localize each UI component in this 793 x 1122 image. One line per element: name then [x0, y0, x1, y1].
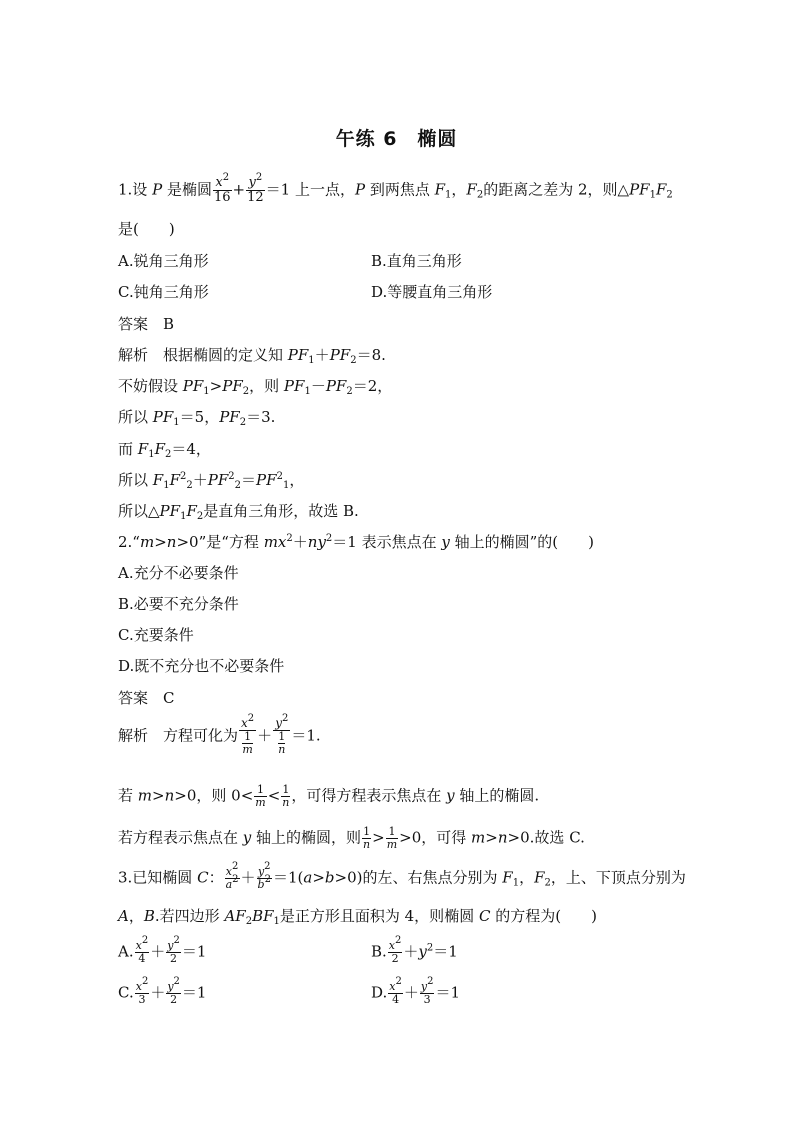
q3-stem-cont: A，B.若四边形 $AF_2BF_1$是正方形且面积为 4，则椭圆 C 的方程为( )	[118, 907, 597, 927]
q3-option-b: B. $\frac{x^2}{2}$ $+y^2=1$	[371, 935, 458, 965]
q3-stem: 3.已知椭圆 C： $\frac{x^2}{a^2}$ ＋ $\frac{y^2}{b^2}$ ＝1(a>b>0)的左、右焦点分别为 $F_1$，$F_2$，上、下顶点分别为	[118, 861, 686, 891]
q2-analysis-2: 若 m>n>0，则 0< $\frac{1}{m}$ < $\frac{1}{n}$ ，可得方程表示焦点在 y 轴上的椭圆.	[118, 783, 540, 809]
q3-option-c: C. $\frac{x^2}{3}$ ＋ $\frac{y^2}{2}$ ＝1	[118, 976, 207, 1006]
q1-stem: 1.设 P 是椭圆 $\frac{x^2}{16}$ + $\frac{y^2}{12}$ ＝1 上一点，P 到两焦点 $F_1$，$F_2$的距离之差为 2，则$\triangle PF_1F_2$	[118, 172, 673, 205]
fraction-1-n: $\frac{1}{n}$	[282, 783, 290, 809]
q1-analysis-2: 不妨假设 $PF_1>PF_2$，则 $PF_1-PF_2=2$，	[118, 377, 393, 397]
q1-analysis-1: 解析 根据椭圆的定义知 $PF_1+PF_2=8$.	[118, 346, 386, 366]
q2-option-d: D.既不充分也不必要条件	[118, 657, 285, 675]
q1-stem-cont: 是( )	[118, 220, 175, 238]
q1-analysis-4: 而 $F_1F_2=4$，	[118, 440, 211, 460]
q1-option-a: A.锐角三角形	[118, 252, 209, 270]
q2-analysis-3: 若方程表示焦点在 y 轴上的椭圆，则 $\frac{1}{n}$ > $\frac{1}{m}$ >0，可得 m>n>0.故选 C.	[118, 825, 585, 851]
q1-analysis-6: 所以$\triangle PF_1F_2$是直角三角形，故选 B.	[118, 502, 359, 522]
q2-answer: 答案 C	[118, 689, 175, 707]
q1-analysis-5: 所以 $F_1F^2_2+PF^2_2=PF^2_1$，	[118, 471, 305, 491]
q1-answer: 答案 B	[118, 315, 175, 333]
fraction-x2-a2: $\frac{x^2}{a^2}$	[225, 861, 239, 891]
fraction-1-m: $\frac{1}{m}$	[255, 783, 266, 809]
q1-analysis-3: 所以 $PF_1=5$，$PF_2=3$.	[118, 408, 276, 428]
q3-option-d: D. $\frac{x^2}{4}$ ＋ $\frac{y^2}{3}$ ＝1	[371, 976, 461, 1006]
fraction-x2-16: $\frac{x^2}{16}$	[213, 172, 231, 205]
q1-option-d: D.等腰直角三角形	[371, 283, 493, 301]
q1-option-b: B.直角三角形	[371, 252, 462, 270]
fraction-1-m-b: $\frac{1}{m}$	[386, 825, 398, 851]
nested-fraction-y2-over-1n: $\frac{y^2}{\frac{1}{n}}$	[275, 713, 289, 756]
q2-option-b: B.必要不充分条件	[118, 595, 239, 613]
page-title: 午练 6 椭圆	[335, 128, 458, 150]
q2-option-c: C.充要条件	[118, 626, 194, 644]
q2-stem: 2.“m>n>0”是“方程 $mx^2+ny^2=1$ 表示焦点在 y 轴上的椭圆”的( )	[118, 533, 595, 551]
q2-analysis-1: 解析 方程可化为 $\frac{x^2}{\frac{1}{m}}$ ＋ $\frac{y^2}{\frac{1}{n}}$ ＝1.	[118, 713, 321, 756]
nested-fraction-x2-over-1m: $\frac{x^2}{\frac{1}{m}}$	[241, 713, 255, 756]
fraction-y2-b2: $\frac{y^2}{b^2}$	[257, 861, 271, 891]
fraction-1-n-b: $\frac{1}{n}$	[363, 825, 371, 851]
q1-option-c: C.钝角三角形	[118, 283, 209, 301]
fraction-y2-12: $\frac{y^2}{12}$	[247, 172, 264, 205]
q2-option-a: A.充分不必要条件	[118, 564, 239, 582]
q3-option-a: A. $\frac{x^2}{4}$ ＋ $\frac{y^2}{2}$ ＝1	[118, 935, 207, 965]
